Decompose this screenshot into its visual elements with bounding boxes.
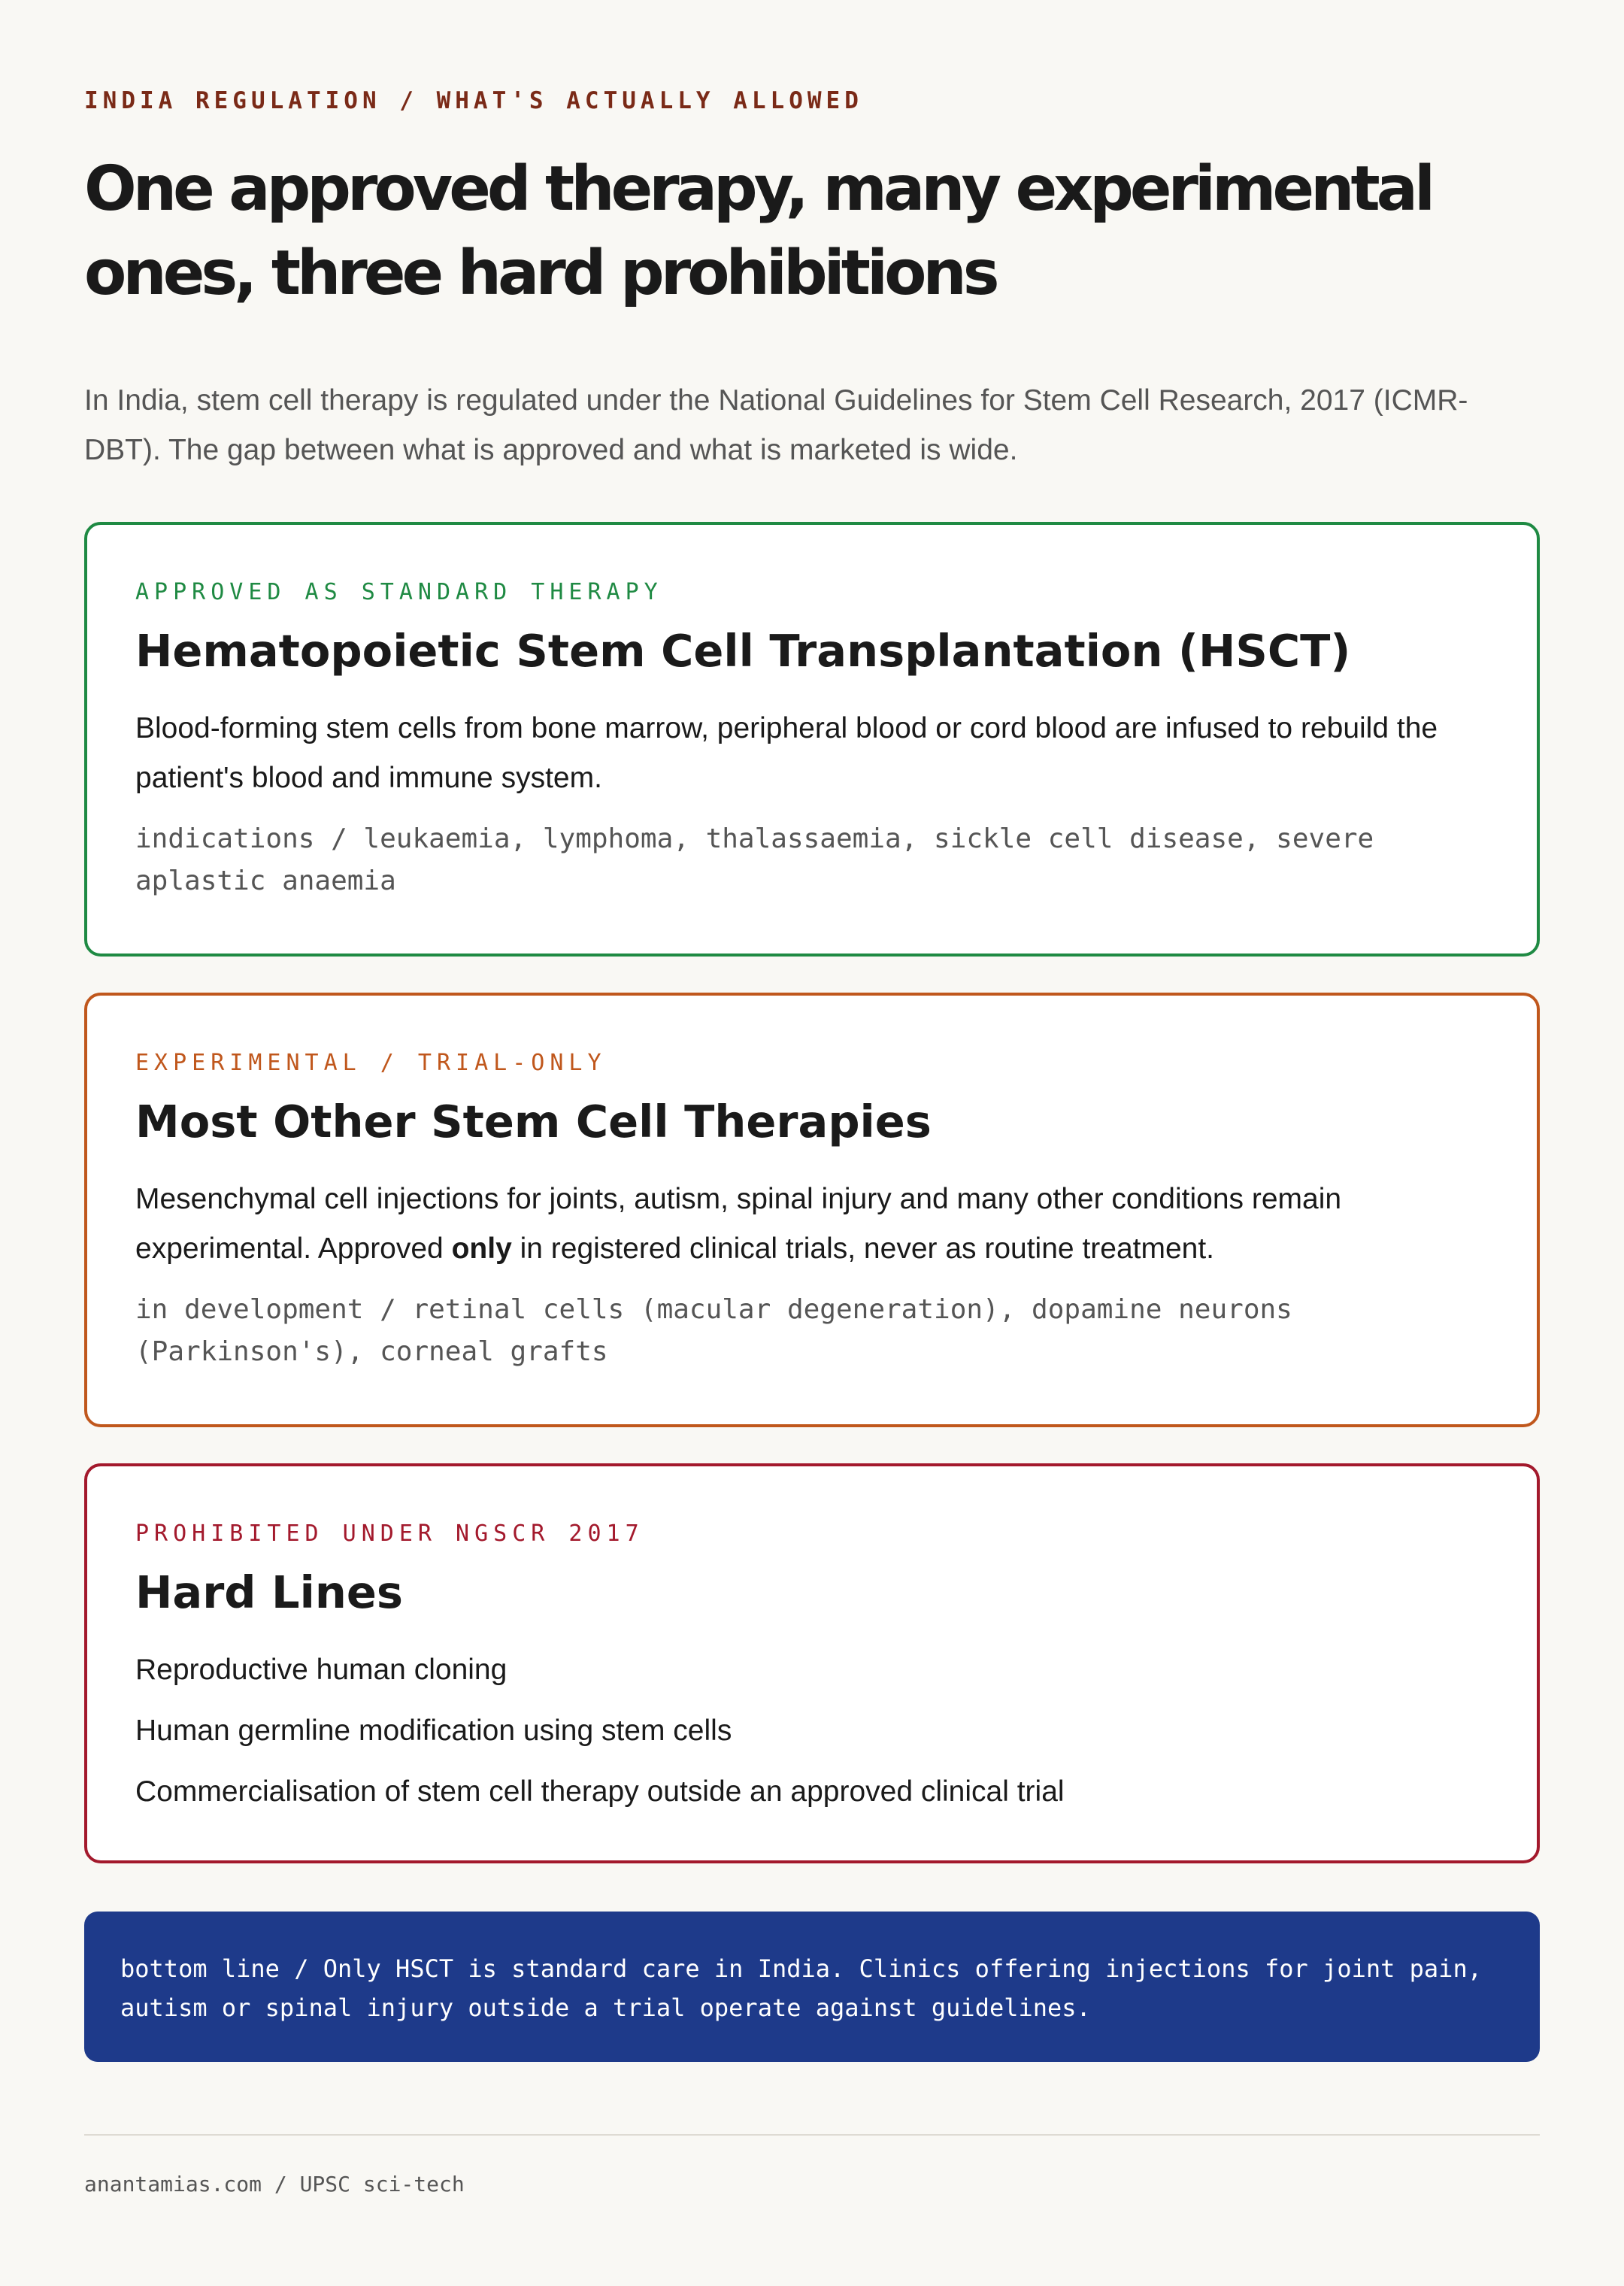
experimental-therapy-card — [84, 993, 1540, 1427]
bottom-line-text: bottom line / Only HSCT is standard care in India. Clinics offering injections for joint pain, autism or spinal injury outside a trial operate against guidelines. — [120, 1954, 1482, 2022]
approved-card-indications: indications / leukaemia, lymphoma, thalassaemia, sickle cell disease, severe aplastic anaemia — [135, 823, 1374, 896]
footer-credit: anantamias.com / UPSC sci-tech — [84, 2172, 465, 2197]
prohibitions-list — [135, 1645, 1065, 1828]
footer-divider — [84, 2134, 1540, 2136]
experimental-card-description — [135, 1175, 1481, 1274]
experimental-card-label: EXPERIMENTAL / TRIAL-ONLY — [135, 1050, 607, 1076]
intro-paragraph: In India, stem cell therapy is regulated under the National Guidelines for Stem Cell Research, 2017 (ICMR-DBT). The gap between what is approved and what is marketed is wide. — [84, 384, 1468, 466]
experimental-body-text: Mesenchymal cell injections for joints, autism, spinal injury and many other conditions remain experimental. Approved — [135, 1183, 1342, 1265]
section-kicker: INDIA REGULATION / WHAT'S ACTUALLY ALLOWED — [84, 87, 863, 114]
prohibited-card-heading: Hard Lines — [135, 1566, 404, 1618]
experimental-body-emphasis: only — [451, 1232, 512, 1265]
bottom-line-callout — [84, 1912, 1540, 2062]
page-title: One approved therapy, many experimental ones, three hard prohibitions — [84, 153, 1432, 309]
approved-card-description: Blood-forming stem cells from bone marrow, peripheral blood or cord blood are infused to rebuild the patient's blood and immune system. — [135, 712, 1438, 794]
prohibited-card-label: PROHIBITED UNDER NGSCR 2017 — [135, 1520, 644, 1547]
list-item: Reproductive human cloning — [135, 1654, 508, 1686]
experimental-body-text-end: in registered clinical trials, never as routine treatment. — [511, 1232, 1215, 1265]
prohibited-card — [84, 1463, 1540, 1863]
list-item: Commercialisation of stem cell therapy outside an approved clinical trial — [135, 1775, 1065, 1808]
list-item: Human germline modification using stem cells — [135, 1714, 732, 1747]
approved-card-heading: Hematopoietic Stem Cell Transplantation (HSCT) — [135, 625, 1351, 677]
approved-therapy-card — [84, 522, 1540, 957]
experimental-card-heading: Most Other Stem Cell Therapies — [135, 1096, 932, 1148]
experimental-card-in-development: in development / retinal cells (macular degeneration), dopamine neurons (Parkinson's), corneal grafts — [135, 1294, 1292, 1367]
approved-card-label: APPROVED AS STANDARD THERAPY — [135, 579, 663, 605]
